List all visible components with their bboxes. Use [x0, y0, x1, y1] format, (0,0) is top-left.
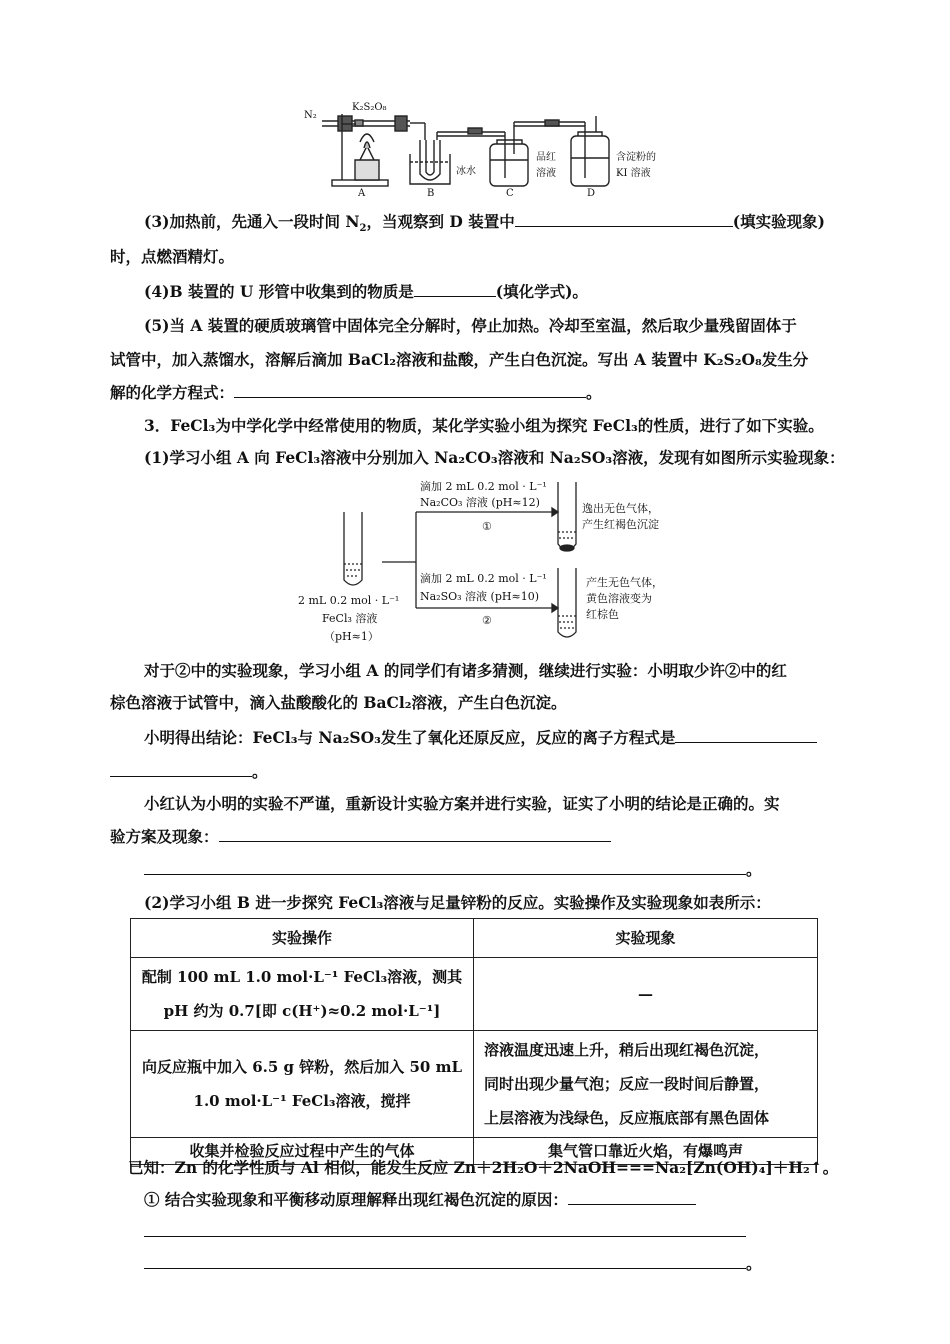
left-label-1: 2 mL 0.2 mol · L⁻¹ — [298, 594, 400, 607]
left-label-3: （pH≈1） — [324, 630, 379, 643]
label-d: D — [587, 188, 596, 199]
q3-part5-line2: 试管中，加入蒸馏水，溶解后滴加 BaCl₂溶液和盐酸，产生白色沉淀。写出 A 装置中 K₂S₂O₈发生分 — [110, 350, 809, 369]
answer-blank[interactable] — [568, 1190, 696, 1205]
para-a-line1: 对于②中的实验现象，学习小组 A 的同学们有诸多猜测，继续进行实验：小明取少许②中的红 — [144, 661, 787, 680]
para-b-line2: 。 — [110, 760, 268, 782]
final-blank-line2: 。 — [144, 1252, 762, 1274]
top-number: ① — [482, 520, 492, 533]
answer-blank[interactable] — [675, 728, 817, 743]
label-b: B — [427, 188, 435, 199]
answer-blank[interactable] — [144, 860, 746, 875]
answer-blank[interactable] — [219, 827, 611, 842]
bottom-arrow-label-2: Na₂SO₃ 溶液 (pH≈10) — [420, 590, 539, 603]
bottom-arrow-label-1: 滴加 2 mL 0.2 mol · L⁻¹ — [420, 572, 547, 585]
bottom-result-2: 黄色溶液变为 — [586, 592, 652, 605]
label-pinhong-2: 溶液 — [536, 168, 556, 179]
q3-part3-line2: 时，点燃酒精灯。 — [110, 247, 235, 266]
q3-part5-line1: (5)当 A 装置的硬质玻璃管中固体完全分解时，停止加热。冷却至室温，然后取少量残留固体于 — [144, 316, 797, 335]
q3-sub1: (1)学习小组 A 向 FeCl₃溶液中分别加入 Na₂CO₃溶液和 Na₂SO₃溶液，发现有如图所示实验现象： — [144, 448, 845, 467]
header-phenomenon: 实验现象 — [474, 919, 818, 958]
answer-blank[interactable] — [515, 212, 733, 227]
known-reaction: 已知：Zn 的化学性质与 Al 相似，能发生反应 Zn＋2H₂O＋2NaOH===Na₂[Zn(OH)₄]＋H₂↑。 — [128, 1158, 839, 1177]
label-ice-water: 冰水 — [456, 166, 476, 177]
answer-blank[interactable] — [144, 1254, 746, 1269]
answer-blank[interactable] — [234, 383, 586, 398]
q3-part2: (2)学习小组 B 进一步探究 FeCl₃溶液与足量锌粉的反应。实验操作及实验现象如表所示： — [144, 893, 771, 912]
label-n2: N₂ — [304, 110, 317, 121]
label-ki-1: 含淀粉的 — [616, 152, 656, 163]
row2-phenomenon: 溶液温度迅速上升，稍后出现红褐色沉淀， 同时出现少量气泡；反应一段时间后静置， 上层溶液为浅绿色，反应瓶底部有黑色固体 — [474, 1031, 818, 1138]
row3-operation: 收集并检验反应过程中产生的气体 — [131, 1138, 474, 1165]
q3-part4: (4)B 装置的 U 形管中收集到的物质是 (填化学式)。 — [144, 282, 588, 301]
table-row — [131, 1031, 818, 1138]
table-row — [131, 958, 818, 1031]
header-operation: 实验操作 — [131, 919, 474, 958]
label-c: C — [506, 188, 514, 199]
q3-intro: 3．FeCl₃为中学化学中经常使用的物质，某化学实验小组为探究 FeCl₃的性质，进行了如下实验。 — [144, 416, 824, 435]
para-c-line1: 小红认为小明的实验不严谨，重新设计实验方案并进行实验，证实了小明的结论是正确的。实 — [144, 794, 780, 813]
label-a: A — [358, 188, 366, 199]
para-a-line2: 棕色溶液于试管中，滴入盐酸酸化的 BaCl₂溶液，产生白色沉淀。 — [110, 693, 567, 712]
table-header-row — [131, 919, 818, 958]
row1-phenomenon: — — [474, 958, 818, 1031]
left-label-2: FeCl₃ 溶液 — [322, 612, 378, 625]
final-blank-line1 — [144, 1222, 746, 1241]
label-k2s2o8: K₂S₂O₈ — [352, 102, 387, 113]
bottom-result-1: 产生无色气体， — [586, 576, 663, 589]
experiment-table — [130, 918, 818, 1165]
bottom-result-3: 红棕色 — [586, 608, 619, 621]
row3-phenomenon: 集气管口靠近火焰，有爆鸣声 — [474, 1138, 818, 1165]
bottom-number: ② — [482, 614, 492, 627]
row1-operation: 配制 100 mL 1.0 mol·L⁻¹ FeCl₃溶液，测其 pH 约为 0.7[即 c(H⁺)≈0.2 mol·L⁻¹] — [131, 958, 474, 1031]
top-arrow-label-1: 滴加 2 mL 0.2 mol · L⁻¹ — [420, 480, 547, 493]
top-result-2: 产生红褐色沉淀 — [582, 518, 659, 531]
apparatus-figure — [300, 96, 680, 200]
top-arrow-label-2: Na₂CO₃ 溶液 (pH≈12) — [420, 496, 540, 509]
row2-operation: 向反应瓶中加入 6.5 g 锌粉，然后加入 50 mL 1.0 mol·L⁻¹ FeCl₃溶液，搅拌 — [131, 1031, 474, 1138]
answer-blank[interactable] — [414, 282, 496, 297]
final-question: ① 结合实验现象和平衡移动原理解释出现红褐色沉淀的原因： — [144, 1188, 696, 1210]
label-pinhong-1: 品红 — [536, 152, 556, 163]
q3-part5-line3: 解的化学方程式： 。 — [110, 383, 602, 402]
label-ki-2: KI 溶液 — [616, 168, 651, 179]
answer-blank[interactable] — [144, 1222, 746, 1237]
top-result-1: 逸出无色气体， — [582, 502, 659, 515]
fecl3-reaction-figure — [296, 476, 706, 650]
para-c-line3: 。 — [144, 858, 762, 880]
answer-blank[interactable] — [110, 762, 252, 777]
para-c-line2: 验方案及现象： — [110, 825, 611, 847]
para-b-line1: 小明得出结论：FeCl₃与 Na₂SO₃发生了氧化还原反应，反应的离子方程式是 — [144, 726, 817, 748]
q3-part3-line1: (3)加热前，先通入一段时间 $N_2$，当观察到 D 装置中 (填实验现象) — [144, 212, 825, 235]
